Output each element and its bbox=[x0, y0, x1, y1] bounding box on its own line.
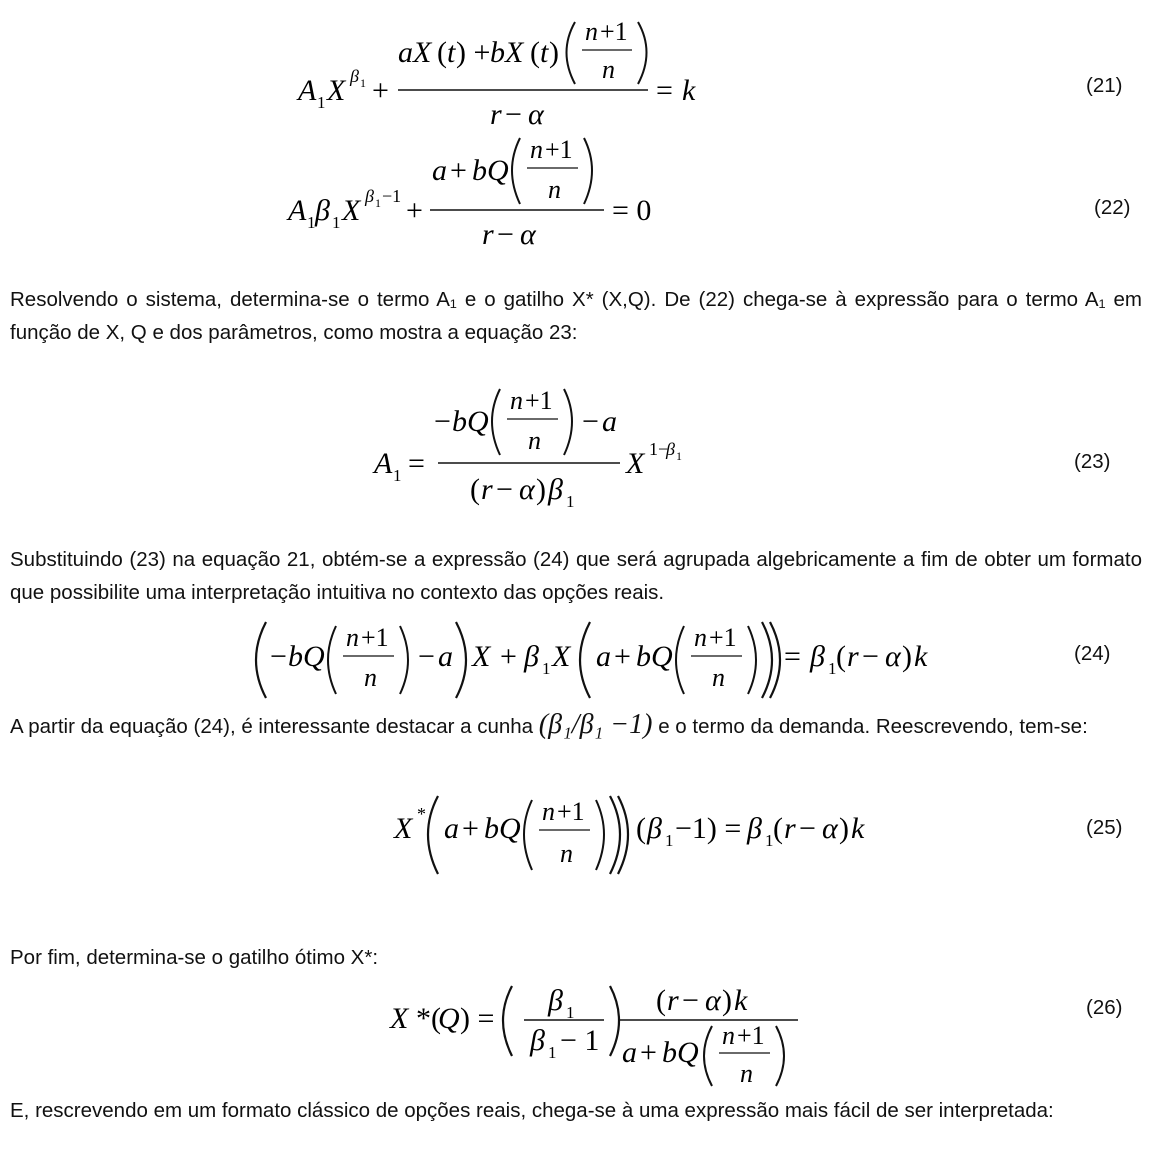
svg-text:α: α bbox=[705, 984, 721, 1017]
svg-text:a: a bbox=[602, 405, 617, 438]
svg-text:1: 1 bbox=[665, 831, 674, 850]
svg-text:1: 1 bbox=[307, 213, 316, 232]
svg-text:1: 1 bbox=[566, 1003, 575, 1022]
svg-text:(: ( bbox=[636, 812, 646, 845]
svg-text:X: X bbox=[626, 447, 645, 480]
svg-text:−: − bbox=[682, 984, 699, 1017]
svg-text:t: t bbox=[447, 36, 456, 69]
svg-text:1: 1 bbox=[765, 831, 774, 850]
svg-text:+1: +1 bbox=[737, 1021, 765, 1050]
svg-text:n: n bbox=[364, 663, 377, 692]
svg-text:−: − bbox=[496, 473, 513, 506]
svg-text:n: n bbox=[560, 839, 573, 868]
svg-text:(: ( bbox=[530, 36, 540, 69]
svg-text:+1: +1 bbox=[709, 623, 737, 652]
svg-text:−: − bbox=[418, 640, 435, 673]
svg-text:+: + bbox=[450, 154, 467, 187]
svg-text:= 0: = 0 bbox=[612, 194, 652, 227]
svg-text:− 1: − 1 bbox=[560, 1024, 600, 1057]
svg-text:α: α bbox=[520, 218, 536, 251]
svg-text:1: 1 bbox=[828, 659, 837, 678]
svg-text:+: + bbox=[640, 1036, 657, 1069]
svg-text:): ) bbox=[549, 36, 559, 69]
svg-text:n: n bbox=[694, 623, 707, 652]
svg-text:*: * bbox=[417, 804, 426, 824]
svg-text:k: k bbox=[682, 74, 696, 107]
svg-text:r: r bbox=[482, 218, 494, 251]
svg-text:β: β bbox=[350, 66, 359, 86]
svg-text:) +: ) + bbox=[456, 36, 491, 69]
svg-text:1: 1 bbox=[360, 76, 366, 90]
svg-text:−1: −1 bbox=[382, 186, 402, 206]
svg-text:β: β bbox=[647, 812, 662, 845]
svg-text:): ) bbox=[902, 640, 912, 673]
svg-text:−: − bbox=[434, 405, 451, 438]
svg-text:−: − bbox=[505, 98, 522, 131]
svg-text:n: n bbox=[722, 1021, 735, 1050]
svg-text:X: X bbox=[342, 194, 361, 227]
paragraph-3 bbox=[10, 708, 1142, 743]
svg-text:n: n bbox=[510, 386, 523, 415]
svg-text:−: − bbox=[497, 218, 514, 251]
svg-text:A: A bbox=[374, 447, 393, 480]
svg-text:X: X bbox=[394, 812, 413, 845]
paragraph-3-text-before: A partir da equação (24), é interessante destacar a cunha bbox=[10, 715, 534, 738]
svg-text:*(: *( bbox=[416, 1002, 441, 1035]
svg-text:1: 1 bbox=[375, 196, 381, 210]
svg-text:1: 1 bbox=[393, 466, 402, 485]
svg-text:−1) =: −1) = bbox=[675, 812, 742, 845]
svg-text:A: A bbox=[288, 194, 307, 227]
svg-text:r: r bbox=[490, 98, 502, 131]
svg-text:n: n bbox=[712, 663, 725, 692]
svg-text:): ) bbox=[722, 984, 732, 1017]
svg-text:n: n bbox=[585, 17, 598, 46]
svg-text:X: X bbox=[327, 74, 346, 107]
svg-text:bQ: bQ bbox=[662, 1036, 699, 1069]
svg-text:β: β bbox=[810, 640, 825, 673]
svg-text:+1: +1 bbox=[361, 623, 389, 652]
svg-text:+: + bbox=[406, 194, 423, 227]
svg-text:β: β bbox=[315, 194, 330, 227]
svg-text:1: 1 bbox=[676, 449, 682, 463]
equation-number-25: (25) bbox=[1086, 816, 1123, 839]
svg-text:(: ( bbox=[836, 640, 846, 673]
svg-text:a: a bbox=[444, 812, 459, 845]
svg-text:bQ: bQ bbox=[472, 154, 509, 187]
paragraph-3-text-after: e o termo da demanda. Reescrevendo, tem-se: bbox=[658, 715, 1088, 738]
svg-text:A: A bbox=[298, 74, 317, 107]
svg-text:k: k bbox=[914, 640, 928, 673]
svg-text:−: − bbox=[270, 640, 287, 673]
svg-text:n: n bbox=[602, 55, 615, 84]
svg-text:+: + bbox=[500, 640, 517, 673]
svg-text:=: = bbox=[408, 447, 425, 480]
paragraph-4: Por fim, determina-se o gatilho ótimo X*: bbox=[10, 946, 379, 969]
svg-text:k: k bbox=[851, 812, 865, 845]
equation-number-22: (22) bbox=[1094, 196, 1131, 219]
svg-text:+: + bbox=[372, 74, 389, 107]
svg-text:1: 1 bbox=[548, 1043, 557, 1062]
svg-text:−: − bbox=[582, 405, 599, 438]
svg-text:bQ: bQ bbox=[636, 640, 673, 673]
svg-text:(: ( bbox=[773, 812, 783, 845]
svg-text:r: r bbox=[784, 812, 796, 845]
svg-text:bX: bX bbox=[490, 36, 524, 69]
svg-text:Q: Q bbox=[438, 1002, 460, 1035]
svg-text:n: n bbox=[740, 1059, 753, 1088]
svg-text:−: − bbox=[862, 640, 879, 673]
svg-text:X: X bbox=[472, 640, 491, 673]
paragraph-5: E, rescrevendo em um formato clássico de opções reais, chega-se à uma expressão mais fácil de ser interpretada: bbox=[10, 1099, 1054, 1122]
svg-text:(: ( bbox=[437, 36, 447, 69]
svg-text:+1: +1 bbox=[557, 797, 585, 826]
svg-text:n: n bbox=[548, 175, 561, 204]
svg-text:−: − bbox=[799, 812, 816, 845]
svg-text:r: r bbox=[847, 640, 859, 673]
paragraph-2: Substituindo (23) na equação 21, obtém-se a expressão (24) que será agrupada algebricamente a fim de obter um formato que possibilite uma interpretação intuitiva no contexto das opções reais. bbox=[10, 548, 1142, 604]
svg-text:): ) bbox=[839, 812, 849, 845]
equation-26 bbox=[386, 980, 806, 1090]
paragraph-1: Resolvendo o sistema, determina-se o termo A₁ e o gatilho X* (X,Q). De (22) chega-se à expressão para o termo A₁ em função de X, Q e dos parâmetros, como mostra a equação 23: bbox=[10, 288, 1142, 344]
svg-text:+: + bbox=[462, 812, 479, 845]
equation-number-23: (23) bbox=[1074, 450, 1111, 473]
equation-24 bbox=[250, 616, 950, 702]
svg-text:1: 1 bbox=[317, 93, 326, 112]
svg-text:β: β bbox=[666, 439, 675, 459]
svg-text:n: n bbox=[542, 797, 555, 826]
svg-text:β: β bbox=[548, 984, 563, 1017]
svg-text:β: β bbox=[530, 1024, 545, 1057]
svg-text:a: a bbox=[432, 154, 447, 187]
svg-text:+1: +1 bbox=[600, 17, 628, 46]
svg-text:bQ: bQ bbox=[288, 640, 325, 673]
svg-text:+1: +1 bbox=[525, 386, 553, 415]
svg-text:β: β bbox=[365, 186, 374, 206]
svg-text:β: β bbox=[747, 812, 762, 845]
svg-text:β: β bbox=[548, 473, 563, 506]
svg-text:1: 1 bbox=[566, 492, 575, 511]
svg-text:t: t bbox=[540, 36, 549, 69]
svg-text:n: n bbox=[346, 623, 359, 652]
svg-text:1: 1 bbox=[332, 213, 341, 232]
svg-text:(: ( bbox=[656, 984, 666, 1017]
svg-text:bQ: bQ bbox=[484, 812, 521, 845]
svg-text:1: 1 bbox=[542, 659, 551, 678]
svg-text:X: X bbox=[390, 1002, 409, 1035]
svg-text:+1: +1 bbox=[545, 135, 573, 164]
equation-number-21: (21) bbox=[1086, 74, 1123, 97]
svg-text:+: + bbox=[614, 640, 631, 673]
equation-number-26: (26) bbox=[1086, 996, 1123, 1019]
inline-wedge-expression: (β₁/β₁ −1) bbox=[538, 709, 653, 740]
svg-text:r: r bbox=[481, 473, 493, 506]
equation-23 bbox=[370, 385, 700, 510]
equation-number-24: (24) bbox=[1074, 642, 1111, 665]
svg-text:a: a bbox=[438, 640, 453, 673]
equation-21 bbox=[290, 10, 720, 130]
svg-text:) =: ) = bbox=[460, 1002, 495, 1035]
svg-text:n: n bbox=[528, 426, 541, 455]
svg-text:=: = bbox=[784, 640, 801, 673]
svg-text:α: α bbox=[885, 640, 901, 673]
svg-text:α: α bbox=[519, 473, 535, 506]
svg-text:n: n bbox=[530, 135, 543, 164]
svg-text:r: r bbox=[667, 984, 679, 1017]
svg-text:(: ( bbox=[470, 473, 480, 506]
svg-text:bQ: bQ bbox=[452, 405, 489, 438]
svg-text:a: a bbox=[622, 1036, 637, 1069]
svg-text:α: α bbox=[822, 812, 838, 845]
svg-text:): ) bbox=[536, 473, 546, 506]
svg-text:aX: aX bbox=[398, 36, 432, 69]
svg-text:X: X bbox=[552, 640, 571, 673]
svg-text:k: k bbox=[734, 984, 748, 1017]
svg-text:=: = bbox=[656, 74, 673, 107]
svg-text:a: a bbox=[596, 640, 611, 673]
svg-text:α: α bbox=[528, 98, 544, 131]
svg-text:1−: 1− bbox=[649, 439, 669, 459]
equation-25 bbox=[390, 790, 890, 880]
equation-22 bbox=[282, 132, 682, 252]
svg-text:β: β bbox=[524, 640, 539, 673]
